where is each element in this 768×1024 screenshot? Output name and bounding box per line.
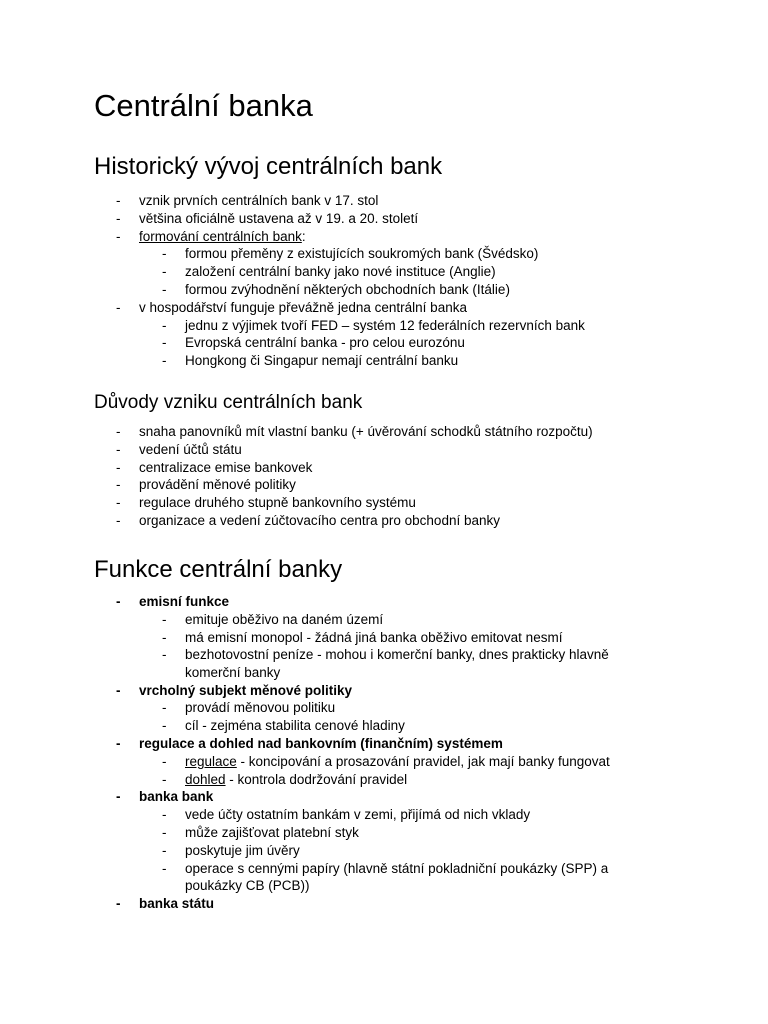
list-item: - formování centrálních bank: xyxy=(116,228,306,244)
list-item: - banka státu xyxy=(116,895,215,911)
bullet-dash: - xyxy=(116,477,121,493)
bullet-dash: - xyxy=(162,842,167,858)
bullet-dash: - xyxy=(116,895,121,911)
list-item: - Evropská centrální banka - pro celou eurozónu xyxy=(162,335,465,351)
bullet-dash: - xyxy=(162,353,167,369)
list-item: - jednu z výjimek tvoří FED – systém 12 federálních rezervních bank xyxy=(162,317,585,333)
bullet-dash: - xyxy=(162,611,167,627)
list-item: - emituje oběživo na daném území xyxy=(162,611,384,627)
section-heading-reasons: Důvody vzniku centrálních bank xyxy=(94,392,363,413)
list-item: - může zajišťovat platební styk xyxy=(162,824,359,840)
bullet-dash: - xyxy=(162,860,167,876)
bullet-dash: - xyxy=(116,228,121,244)
list-item: - operace s cennými papíry (hlavně státní pokladniční poukázky (SPP) a poukázky CB (PCB)) xyxy=(162,860,609,894)
list-item: - provádění měnové politiky xyxy=(116,477,296,493)
page-title: Centrální banka xyxy=(94,88,313,123)
list-item: - formou zvýhodnění některých obchodních bank (Itálie) xyxy=(162,281,510,297)
list-item: - provádí měnovou politiku xyxy=(162,700,336,716)
list-item: - snaha panovníků mít vlastní banku (+ úvěrování schodků státního rozpočtu) xyxy=(116,424,593,439)
list-item: - dohled - kontrola dodržování pravidel xyxy=(162,771,408,787)
bullet-dash: - xyxy=(162,753,167,769)
list-item: - banka bank xyxy=(116,789,214,805)
bullet-dash: - xyxy=(116,495,121,511)
list-item: - vrcholný subjekt měnové politiky xyxy=(116,682,353,698)
list-item: - založení centrální banky jako nové instituce (Anglie) xyxy=(162,264,496,280)
list-item: - regulace - koncipování a prosazování pravidel, jak mají banky fungovat xyxy=(162,753,610,769)
list-item: - má emisní monopol - žádná jiná banka oběživo emitovat nesmí xyxy=(162,629,563,645)
section-heading-functions: Funkce centrální banky xyxy=(94,556,343,583)
history-list xyxy=(0,192,768,370)
list-item: - poskytuje jim úvěry xyxy=(162,842,300,858)
list-item: - emisní funkce xyxy=(116,594,230,609)
bullet-dash: - xyxy=(162,264,167,280)
list-item: - v hospodářství funguje převážně jedna centrální banka xyxy=(116,299,467,315)
list-item: - regulace druhého stupně bankovního systému xyxy=(116,495,416,511)
list-item: - vznik prvních centrálních bank v 17. stol xyxy=(116,193,379,208)
bullet-dash: - xyxy=(116,210,121,226)
bullet-dash: - xyxy=(116,512,121,528)
bullet-dash: - xyxy=(162,700,167,716)
bullet-dash: - xyxy=(116,459,121,475)
list-item: - formou přeměny z existujících soukromých bank (Švédsko) xyxy=(162,246,539,262)
bullet-dash: - xyxy=(162,629,167,645)
underlined-term: formování centrálních bank xyxy=(139,228,302,244)
bullet-dash: - xyxy=(162,246,167,262)
bullet-dash: - xyxy=(116,299,121,315)
bullet-dash: - xyxy=(116,594,121,609)
bullet-dash: - xyxy=(162,718,167,734)
reasons-list xyxy=(0,423,768,530)
bullet-dash: - xyxy=(162,317,167,333)
list-item: - Hongkong či Singapur nemají centrální banku xyxy=(162,353,459,369)
bullet-dash: - xyxy=(116,789,121,805)
section-heading-history: Historický vývoj centrálních bank xyxy=(94,153,443,180)
bullet-dash: - xyxy=(116,424,121,439)
underlined-term: dohled xyxy=(185,771,226,787)
list-item: - většina oficiálně ustavena až v 19. a 20. století xyxy=(116,210,419,226)
list-item: - vede účty ostatním bankám v zemi, přijímá od nich vklady xyxy=(162,807,531,823)
bullet-dash: - xyxy=(116,682,121,698)
bullet-dash: - xyxy=(116,735,121,751)
list-item: - vedení účtů státu xyxy=(116,441,242,457)
bullet-dash: - xyxy=(162,824,167,840)
list-item: - cíl - zejména stabilita cenové hladiny xyxy=(162,718,405,734)
list-item: - regulace a dohled nad bankovním (finančním) systémem xyxy=(116,735,503,751)
list-item: - centralizace emise bankovek xyxy=(116,459,313,475)
list-item: - bezhotovostní peníze - mohou i komerční banky, dnes prakticky hlavně komerční banky xyxy=(162,647,609,680)
bullet-dash: - xyxy=(162,807,167,823)
underlined-term: regulace xyxy=(185,753,237,769)
bullet-dash: - xyxy=(162,771,167,787)
functions-list xyxy=(0,593,768,913)
list-item: - organizace a vedení zúčtovacího centra pro obchodní banky xyxy=(116,512,500,528)
bullet-dash: - xyxy=(162,335,167,351)
bullet-dash: - xyxy=(162,281,167,297)
bullet-dash: - xyxy=(162,647,167,663)
bullet-dash: - xyxy=(116,193,121,208)
bullet-dash: - xyxy=(116,441,121,457)
